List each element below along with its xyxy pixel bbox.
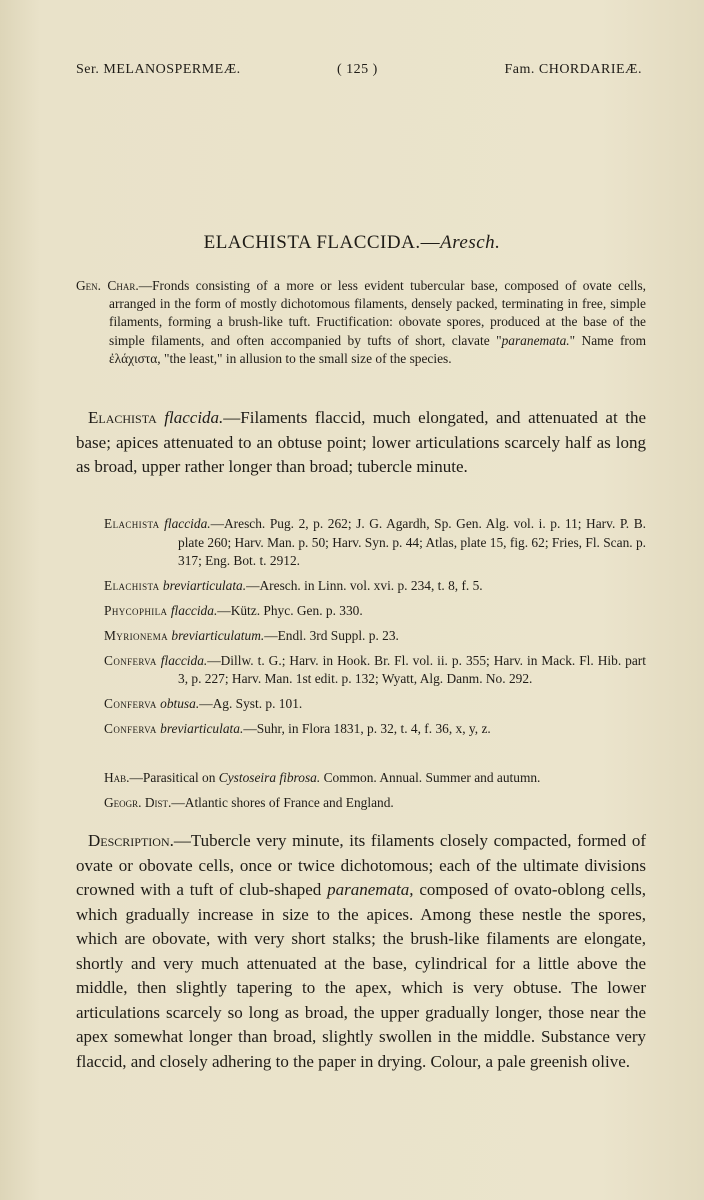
series-name: Ser. MELANOSPERMEÆ. [76,62,241,77]
species-diagnosis [76,406,646,480]
gen-char-term: paranemata. [501,332,570,348]
description-text: —Tubercle very minute, its filaments closely compacted, formed of ovate or obovate cells, once or twice dichotomous; each of the ultimate divisions crowned with a tuft of club-shaped [76,831,646,899]
reference-entry [104,577,646,596]
gen-char-label: Gen. Char. [76,278,139,293]
reference-species: flaccida. [164,516,211,531]
distribution-label: Geogr. Dist. [104,794,172,810]
reference-entry [104,627,646,646]
species-diagnosis-text: —Filaments flaccid, much elongated, and attenuated at the base; apices attenuated to an obtuse point; lower articulations scarcely half as long as broad, upper rather longer than broad; tubercle minute. [76,408,646,476]
reference-entry [104,602,646,621]
reference-citation: —Aresch. in Linn. vol. xvi. p. 234, t. 8, f. 5. [246,578,483,594]
species-genus: Elachista [88,408,157,427]
family-name: Fam. CHORDARIEÆ. [504,62,642,77]
reference-citation: —Endl. 3rd Suppl. p. 23. [264,627,399,643]
distribution-text: —Atlantic shores of France and England. [171,794,394,810]
distribution-line [104,791,664,816]
reference-species: flaccida. [160,652,208,668]
reference-citation: —Ag. Syst. p. 101. [199,696,303,712]
reference-species: flaccida. [170,602,218,618]
description-block [76,829,646,1074]
description-text-2: composed of ovato-oblong cells, which gradually increase in size to the apices. Among these nestle the spores, which are obovate, with very short stalks; the brush-like filaments are elongate, shortly and very much attenuated at the base, cylindrical for a little above the middle, then slightly tapering to the apex, which is very obtuse. The lower articulations scarcely so long as broad, the upper gradually longer, those near the apex somewhat longer than broad, slightly swollen in the middle. Substance very flaccid, and closely adhering to the paper in drying. Colour, a pale greenish olive. [76,880,646,1071]
reference-genus: Elachista [104,516,160,531]
habitat-host: Cystoseira fibrosa. [218,770,321,785]
species-epithet: flaccida. [164,408,224,427]
reference-genus: Phycophila [104,602,168,618]
species-title-author: Aresch. [440,232,501,253]
generic-character [76,277,646,368]
running-head [0,62,704,82]
habitat-label: Hab. [104,770,130,785]
reference-genus: Elachista [104,578,160,594]
reference-citation: —Aresch. Pug. 2, p. 262; J. G. Agardh, Sp. Gen. Alg. vol. i. p. 11; Harv. P. B. plate 260; Harv. Man. p. 50; Harv. Syn. p. 44; Atlas, plate 15, fig. 62; Fries, Fl. Scan. p. 317; Eng. Bot. t. 2912. [178,516,646,569]
reference-entry [104,695,646,714]
reference-citation: —Dillw. t. G.; Harv. in Hook. Br. Fl. vol. ii. p. 355; Harv. in Mack. Fl. Hib. part 3, p. 227; Harv. Man. 1st edit. p. 132; Wyatt, Alg. Danm. No. 292. [178,652,646,687]
reference-citation: —Suhr, in Flora 1831, p. 32, t. 4, f. 36, x, y, z. [243,721,491,737]
reference-species: obtusa. [160,696,200,712]
habitat-line [104,766,664,791]
species-title [0,232,704,254]
reference-citation: —Kütz. Phyc. Gen. p. 330. [217,602,363,618]
reference-entry [104,720,646,739]
reference-genus: Conferva [104,652,157,668]
description-term: paranemata, [327,880,414,899]
synonymy-list [104,515,646,745]
gen-char-text-2: " Name from ἐλάχιστα, "the least," in allusion to the small size of the species. [109,332,646,366]
habitat-block [104,766,664,815]
description-label: Description. [88,831,174,850]
page-number: ( 125 ) [337,62,378,77]
reference-entry [104,515,646,571]
reference-genus: Conferva [104,696,157,712]
habitat-text-2: Common. Annual. Summer and autumn. [320,770,541,785]
reference-species: breviarticulatum. [171,627,265,643]
gen-char-text: —Fronds consisting of a more or less evident tubercular base, composed of ovate cells, arranged in the form of mostly dichotomous filaments, densely packed, terminating in free, simple filaments, forming a brush-like tuft. Fructification: obovate spores, produced at the base of the simple filaments, and often accompanied by tufts of short, clavate " [109,278,646,348]
reference-genus: Conferva [104,721,157,737]
reference-species: breviarticulata. [162,578,247,594]
species-title-name: ELACHISTA FLACCIDA.— [203,232,441,253]
habitat-text: —Parasitical on [129,770,219,785]
reference-species: breviarticulata. [160,721,244,737]
reference-genus: Myrionema [104,627,169,643]
reference-entry [104,652,646,689]
